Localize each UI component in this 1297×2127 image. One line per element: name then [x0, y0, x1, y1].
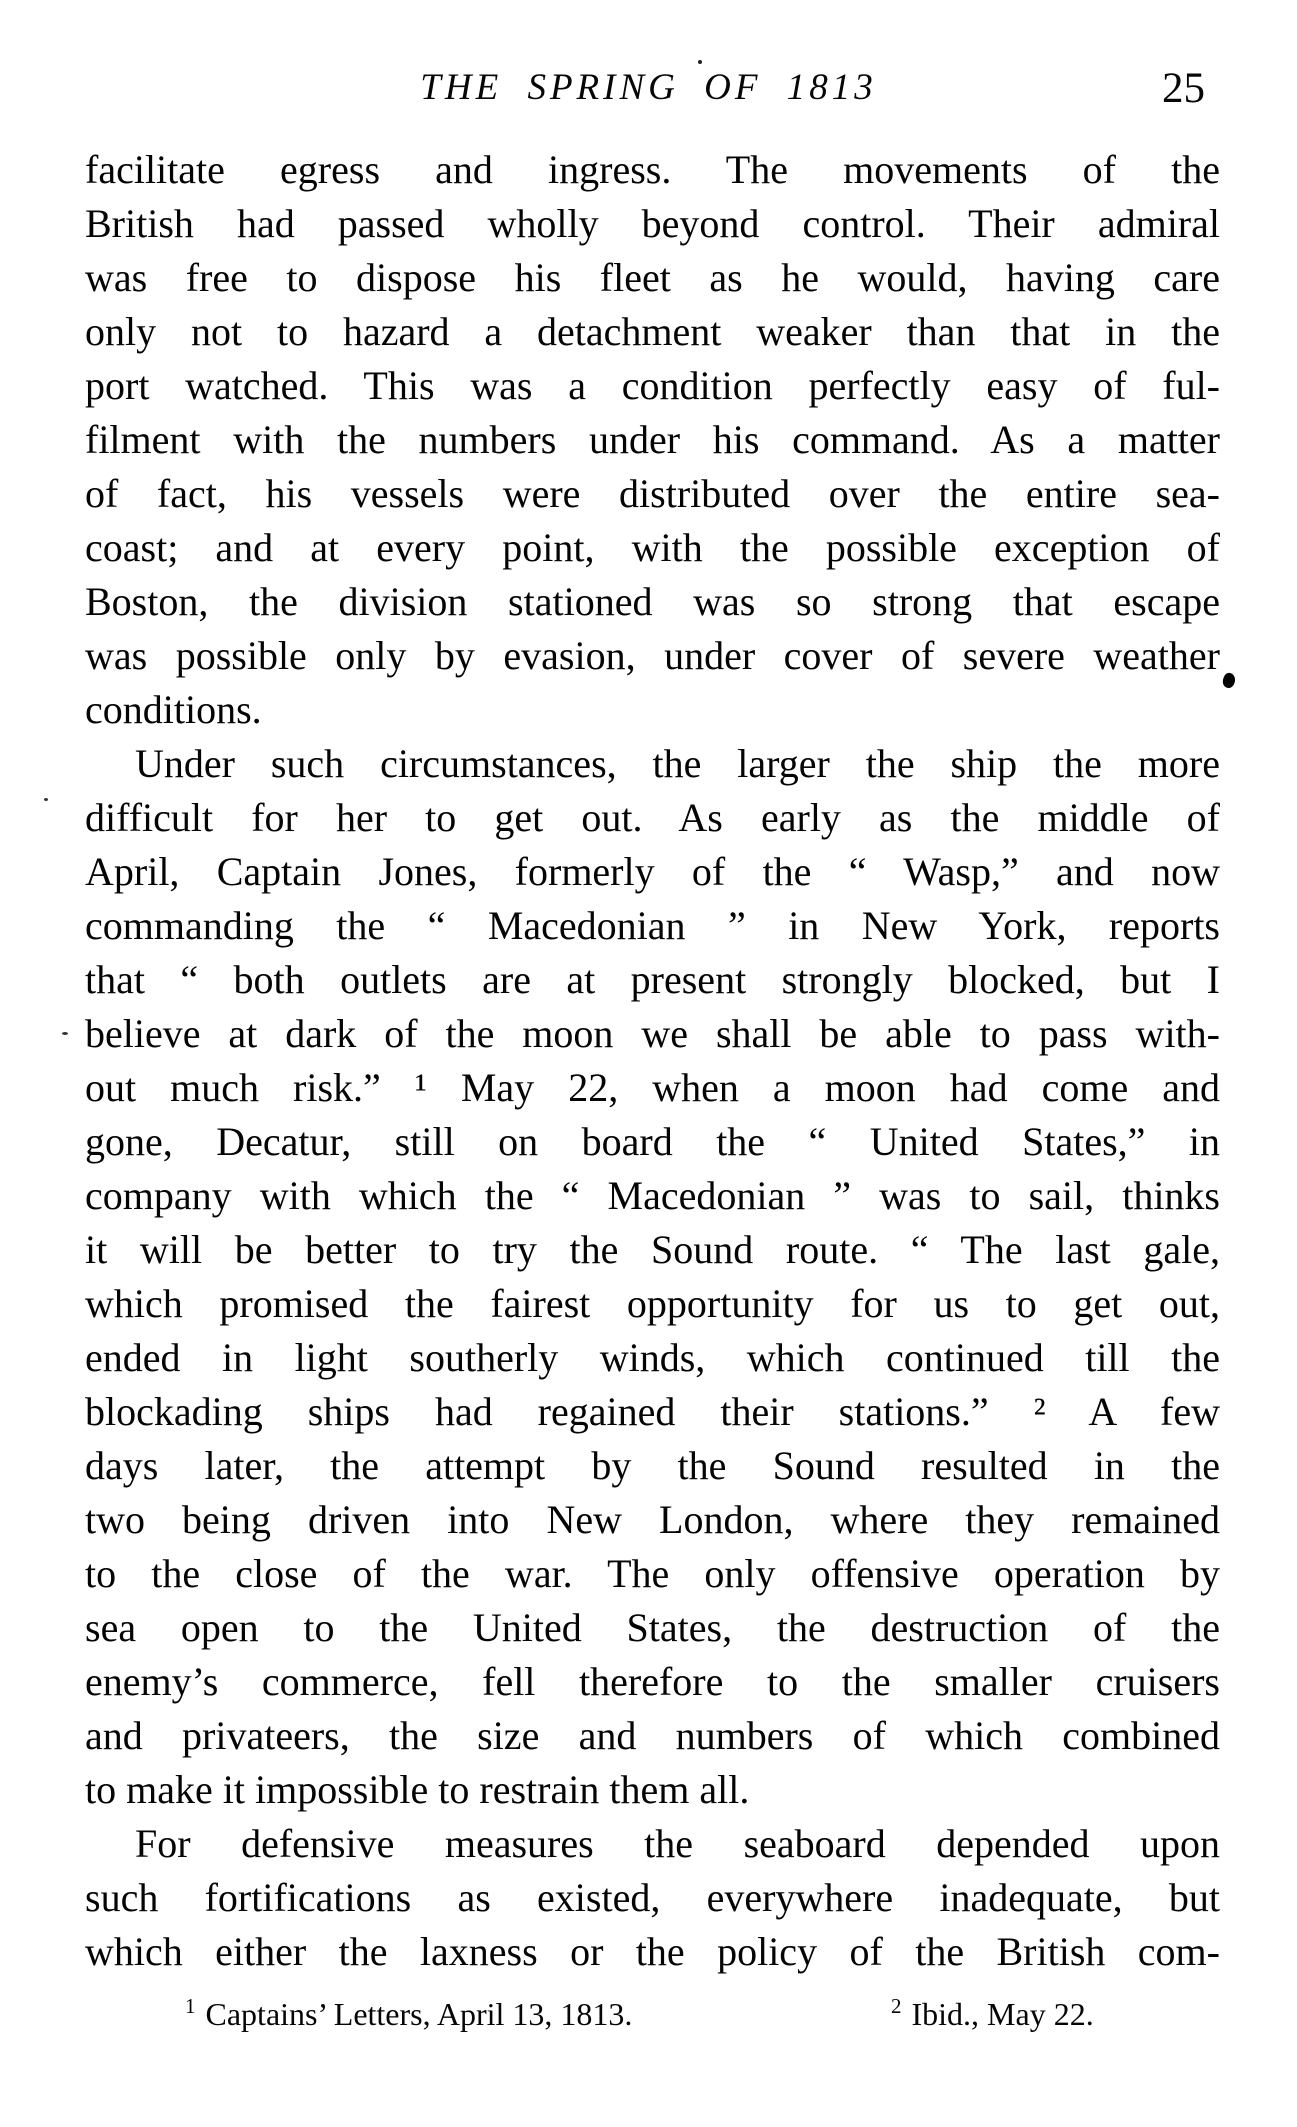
paragraph: [85, 143, 1220, 737]
text-line: filment with the numbers under his command. As a matter: [85, 417, 1220, 462]
text-line: it will be better to try the Sound route. “ The last gale,: [85, 1227, 1220, 1272]
text-line: Under such circumstances, the larger the ship the more: [135, 741, 1220, 786]
text-line: difficult for her to get out. As early as the middle of: [85, 795, 1220, 840]
text-line: For defensive measures the seaboard depended upon: [135, 1821, 1220, 1866]
running-header: [0, 66, 1297, 109]
text-line: such fortifications as existed, everywhere inadequate, but: [85, 1875, 1220, 1920]
footnotes: [85, 1992, 1220, 2052]
text-line: that “ both outlets are at present strongly blocked, but I: [85, 957, 1220, 1002]
text-line: days later, the attempt by the Sound resulted in the: [85, 1443, 1220, 1488]
paragraph: [85, 737, 1220, 1817]
text-line: was possible only by evasion, under cover of severe weather: [85, 633, 1220, 678]
text-line: conditions.: [85, 687, 262, 732]
text-line: out much risk.” ¹ May 22, when a moon had come and: [85, 1065, 1220, 1110]
footnote-2-marker: 2: [891, 1994, 902, 2018]
text-line: facilitate egress and ingress. The movements of the: [85, 147, 1220, 192]
text-line: which either the laxness or the policy of the British com-: [85, 1929, 1220, 1974]
text-line: only not to hazard a detachment weaker than that in the: [85, 309, 1220, 354]
footnote-1-text: Captains’ Letters, April 13, 1813.: [205, 1996, 633, 2032]
text-line: which promised the fairest opportunity for us to get out,: [85, 1281, 1220, 1326]
text-line: was free to dispose his fleet as he would, having care: [85, 255, 1220, 300]
ink-speck: [62, 1032, 68, 1035]
body-text: [85, 143, 1220, 1979]
text-line: two being driven into New London, where they remained: [85, 1497, 1220, 1542]
text-line: ended in light southerly winds, which continued till the: [85, 1335, 1220, 1380]
running-title: THE SPRING OF 1813: [420, 67, 877, 108]
text-line: of fact, his vessels were distributed over the entire sea-: [85, 471, 1220, 516]
text-line: to the close of the war. The only offensive operation by: [85, 1551, 1220, 1596]
footnote-2-text: Ibid., May 22.: [911, 1996, 1094, 2032]
footnote-1-marker: 1: [185, 1994, 196, 2018]
text-line: commanding the “ Macedonian ” in New York, reports: [85, 903, 1220, 948]
text-line: sea open to the United States, the destruction of the: [85, 1605, 1220, 1650]
footnote-1: [185, 1992, 632, 2040]
text-line: Boston, the division stationed was so strong that escape: [85, 579, 1220, 624]
text-line: and privateers, the size and numbers of which combined: [85, 1713, 1220, 1758]
text-line: to make it impossible to restrain them all.: [85, 1767, 750, 1812]
text-line: British had passed wholly beyond control. Their admiral: [85, 201, 1220, 246]
footnote-2: [891, 1992, 1094, 2040]
text-line: April, Captain Jones, formerly of the “ Wasp,” and now: [85, 849, 1220, 894]
page-number: 25: [1162, 65, 1205, 112]
text-line: company with which the “ Macedonian ” was to sail, thinks: [85, 1173, 1220, 1218]
text-line: enemy’s commerce, fell therefore to the smaller cruisers: [85, 1659, 1220, 1704]
ink-speck: [44, 798, 48, 801]
text-line: gone, Decatur, still on board the “ United States,” in: [85, 1119, 1220, 1164]
paragraph: [85, 1817, 1220, 1979]
text-line: blockading ships had regained their stations.” ² A few: [85, 1389, 1220, 1434]
ink-blot: [1221, 672, 1237, 690]
ink-speck: [698, 60, 702, 64]
text-line: coast; and at every point, with the possible exception of: [85, 525, 1220, 570]
text-line: believe at dark of the moon we shall be able to pass with-: [85, 1011, 1220, 1056]
text-line: port watched. This was a condition perfectly easy of ful-: [85, 363, 1220, 408]
